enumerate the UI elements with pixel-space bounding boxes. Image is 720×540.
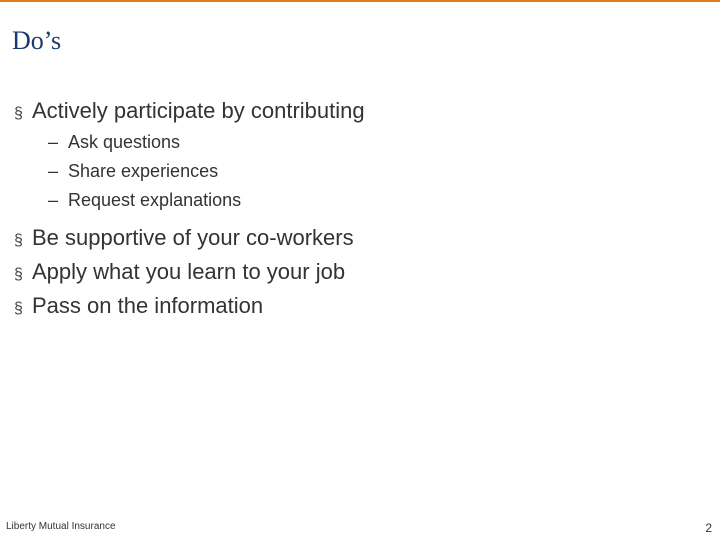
top-accent-rule <box>0 0 720 2</box>
bullet-text: Actively participate by contributing <box>32 98 365 123</box>
sub-bullet-text: Request explanations <box>68 190 242 210</box>
bullet-item <box>14 94 704 128</box>
bullet-marker: § <box>14 105 23 122</box>
page-number: 2 <box>705 521 712 535</box>
sub-bullet-text: Share experiences <box>68 161 219 181</box>
sub-bullet-item <box>14 128 704 157</box>
bullet-item <box>14 255 704 289</box>
dash-marker: – <box>48 161 59 181</box>
bullet-marker: § <box>14 232 23 249</box>
bullet-text: Apply what you learn to your job <box>32 259 346 284</box>
bullet-marker: § <box>14 300 23 317</box>
dash-marker: – <box>48 190 59 210</box>
sub-bullet-item <box>14 186 704 215</box>
bullet-item <box>14 289 704 323</box>
footer-organization: Liberty Mutual Insurance <box>6 521 116 532</box>
sub-bullet-text: Ask questions <box>68 132 181 152</box>
bullet-text: Pass on the information <box>32 293 264 318</box>
bullet-marker: § <box>14 266 23 283</box>
slide-title: Do’s <box>12 26 62 55</box>
dash-marker: – <box>48 132 59 152</box>
bullet-text: Be supportive of your co-workers <box>32 225 354 250</box>
sub-bullet-item <box>14 157 704 186</box>
bullet-item <box>14 221 704 255</box>
bullet-list <box>14 94 704 323</box>
